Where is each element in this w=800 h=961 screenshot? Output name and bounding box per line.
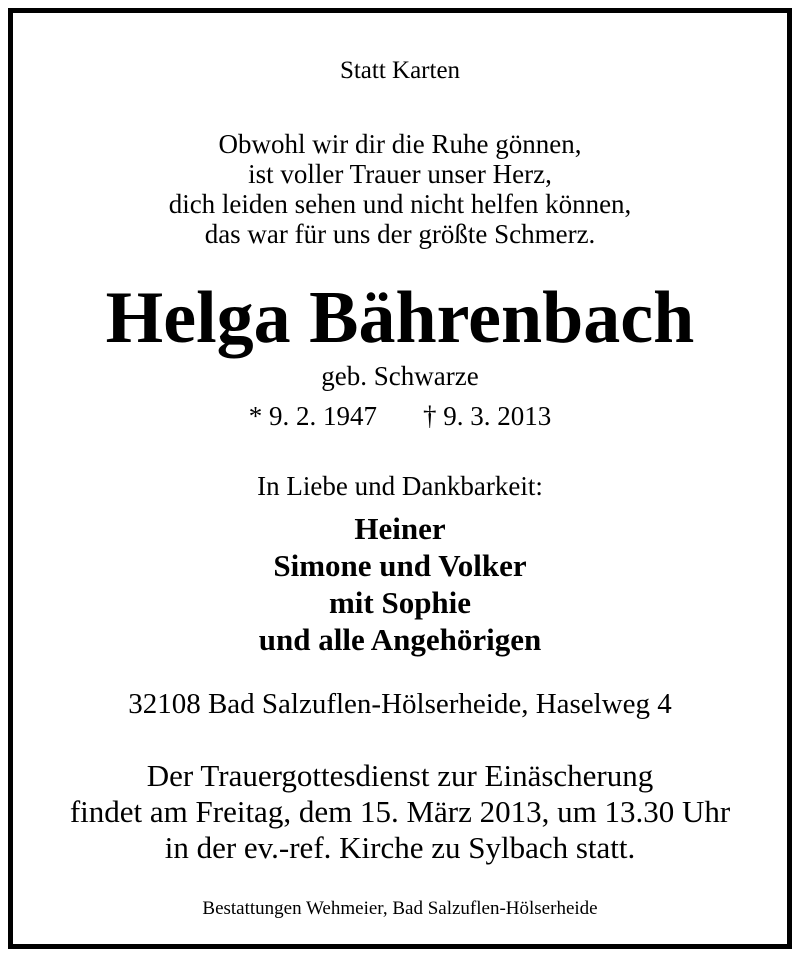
mourner-name-3: mit Sophie [328, 585, 472, 620]
poem-line-1: Obwohl wir dir die Ruhe gönnen, [218, 129, 582, 159]
mourner-name-4: und alle Angehörigen [258, 622, 542, 657]
mourners-intro: In Liebe und Dankbarkeit: [257, 471, 543, 501]
poem-line-3: dich leiden sehen und nicht helfen können, [168, 189, 632, 219]
obituary-frame [8, 8, 792, 949]
mourner-name-2: Simone und Volker [273, 548, 527, 583]
family-address: 32108 Bad Salzuflen-Hölserheide, Haselweg 4 [128, 688, 672, 720]
mourner-name-1: Heiner [354, 511, 446, 546]
service-line-2: findet am Freitag, dem 15. März 2013, um 13.30 Uhr [69, 794, 731, 829]
service-line-3: in der ev.-ref. Kirche zu Sylbach statt. [164, 830, 636, 865]
life-dates [13, 403, 787, 430]
statt-karten-heading: Statt Karten [339, 57, 461, 84]
poem-line-4: das war für uns der größte Schmerz. [204, 219, 596, 249]
poem-line-2: ist voller Trauer unser Herz, [248, 159, 552, 189]
birth-date: * 9. 2. 1947 [248, 401, 377, 431]
maiden-name: geb. Schwarze [321, 361, 479, 391]
deceased-name: Helga Bährenbach [105, 277, 695, 359]
funeral-home: Bestattungen Wehmeier, Bad Salzuflen-Hölserheide [202, 898, 598, 919]
death-date: † 9. 3. 2013 [423, 401, 552, 431]
service-line-1: Der Trauergottesdienst zur Einäscherung [146, 758, 654, 793]
